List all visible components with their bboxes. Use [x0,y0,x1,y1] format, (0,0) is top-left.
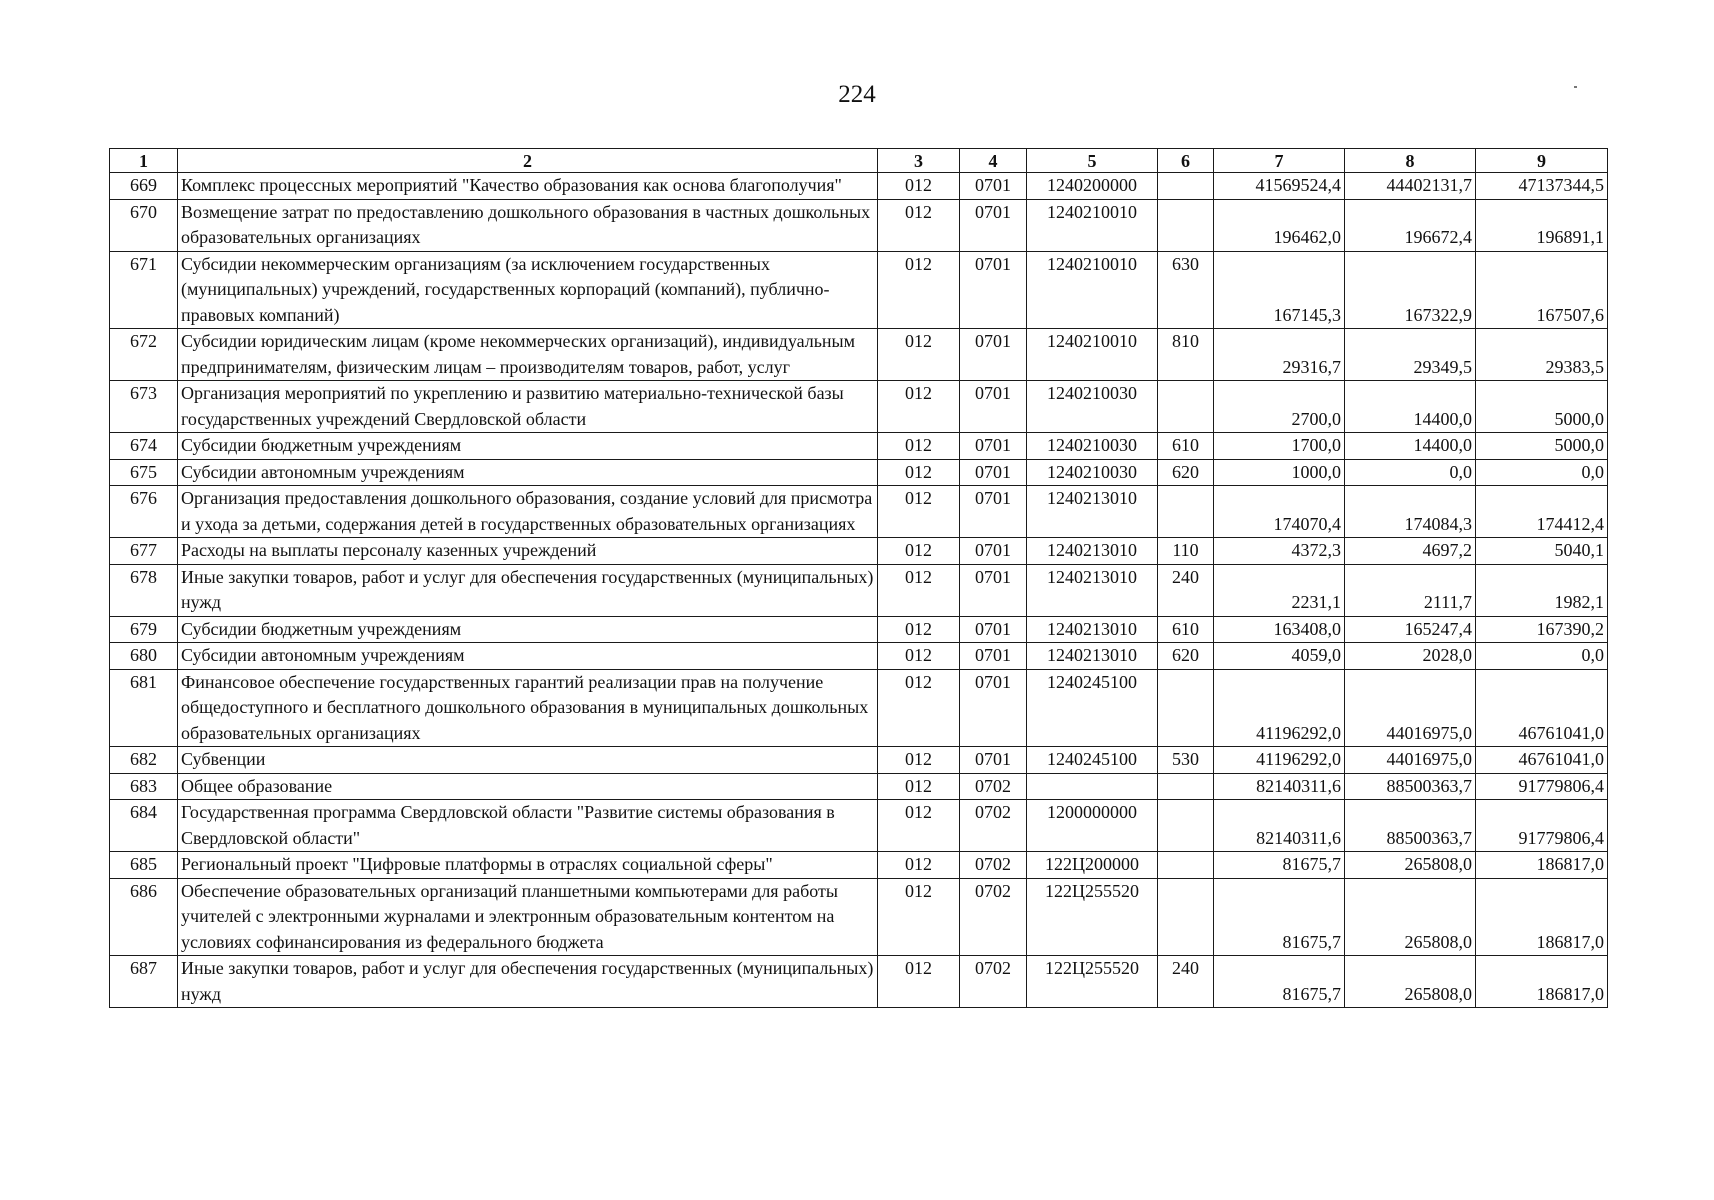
ministry-code: 012 [878,538,960,565]
amount-year-1: 29316,7 [1214,329,1345,381]
row-description: Возмещение затрат по предоставлению дошкольного образования в частных дошкольных образовательных организациях [178,199,878,251]
amount-year-3: 196891,1 [1476,199,1608,251]
amount-year-3: 5000,0 [1476,381,1608,433]
target-article-code: 1240210010 [1027,251,1158,329]
amount-year-2: 44402131,7 [1345,173,1476,200]
section-code: 0702 [960,800,1027,852]
amount-year-2: 14400,0 [1345,381,1476,433]
target-article-code: 1240213010 [1027,616,1158,643]
row-number: 685 [110,852,178,879]
amount-year-1: 81675,7 [1214,956,1345,1008]
target-article-code: 1240213010 [1027,538,1158,565]
amount-year-1: 167145,3 [1214,251,1345,329]
amount-year-2: 167322,9 [1345,251,1476,329]
row-number: 686 [110,878,178,956]
expense-type-code [1158,486,1214,538]
ministry-code: 012 [878,199,960,251]
amount-year-1: 1000,0 [1214,459,1345,486]
scan-speck [1574,86,1577,88]
row-number: 687 [110,956,178,1008]
expense-type-code [1158,381,1214,433]
section-code: 0701 [960,616,1027,643]
amount-year-1: 41196292,0 [1214,747,1345,774]
row-number: 682 [110,747,178,774]
amount-year-3: 186817,0 [1476,852,1608,879]
ministry-code: 012 [878,616,960,643]
target-article-code: 1240245100 [1027,669,1158,747]
target-article-code: 122Ц255520 [1027,878,1158,956]
row-description: Государственная программа Свердловской области "Развитие системы образования в Свердловской области" [178,800,878,852]
column-header: 6 [1158,149,1214,173]
expense-type-code [1158,878,1214,956]
table-row [110,669,1608,747]
row-number: 674 [110,433,178,460]
table-row [110,199,1608,251]
table-row [110,852,1608,879]
amount-year-3: 29383,5 [1476,329,1608,381]
table-row [110,251,1608,329]
ministry-code: 012 [878,433,960,460]
ministry-code: 012 [878,486,960,538]
row-number: 679 [110,616,178,643]
expense-type-code [1158,773,1214,800]
ministry-code: 012 [878,878,960,956]
row-description: Финансовое обеспечение государственных гарантий реализации прав на получение общедоступного и бесплатного дошкольного образования в муниципальных дошкольных образовательных организациях [178,669,878,747]
row-number: 680 [110,643,178,670]
amount-year-1: 2231,1 [1214,564,1345,616]
amount-year-1: 174070,4 [1214,486,1345,538]
ministry-code: 012 [878,381,960,433]
amount-year-2: 29349,5 [1345,329,1476,381]
column-header: 3 [878,149,960,173]
expense-type-code: 620 [1158,459,1214,486]
section-code: 0701 [960,538,1027,565]
amount-year-2: 2111,7 [1345,564,1476,616]
expense-type-code: 810 [1158,329,1214,381]
amount-year-1: 163408,0 [1214,616,1345,643]
budget-table [109,148,1608,1008]
header-row [110,149,1608,173]
section-code: 0701 [960,669,1027,747]
section-code: 0701 [960,747,1027,774]
ministry-code: 012 [878,747,960,774]
row-description: Региональный проект "Цифровые платформы в отраслях социальной сферы" [178,852,878,879]
target-article-code: 1240210010 [1027,329,1158,381]
row-description: Субсидии автономным учреждениям [178,459,878,486]
section-code: 0701 [960,251,1027,329]
expense-type-code: 630 [1158,251,1214,329]
column-header: 2 [178,149,878,173]
column-header: 5 [1027,149,1158,173]
row-description: Субсидии некоммерческим организациям (за исключением государственных (муниципальных) учреждений, государственных корпораций (компаний), публично-правовых компаний) [178,251,878,329]
section-code: 0701 [960,433,1027,460]
row-description: Иные закупки товаров, работ и услуг для обеспечения государственных (муниципальных) нужд [178,564,878,616]
amount-year-1: 81675,7 [1214,852,1345,879]
amount-year-1: 41569524,4 [1214,173,1345,200]
row-description: Субсидии автономным учреждениям [178,643,878,670]
row-number: 672 [110,329,178,381]
table-row [110,173,1608,200]
amount-year-3: 1982,1 [1476,564,1608,616]
expense-type-code [1158,199,1214,251]
row-description: Иные закупки товаров, работ и услуг для обеспечения государственных (муниципальных) нужд [178,956,878,1008]
amount-year-1: 4059,0 [1214,643,1345,670]
target-article-code: 1240213010 [1027,564,1158,616]
table-row [110,643,1608,670]
section-code: 0701 [960,564,1027,616]
section-code: 0701 [960,329,1027,381]
target-article-code: 1240210030 [1027,433,1158,460]
column-header: 1 [110,149,178,173]
row-description: Обеспечение образовательных организаций планшетными компьютерами для работы учителей с электронными журналами и электронным образовательным контентом на условиях софинансирования из федерального бюджета [178,878,878,956]
ministry-code: 012 [878,773,960,800]
target-article-code [1027,773,1158,800]
row-number: 673 [110,381,178,433]
row-number: 677 [110,538,178,565]
ministry-code: 012 [878,800,960,852]
row-number: 678 [110,564,178,616]
amount-year-1: 82140311,6 [1214,800,1345,852]
row-description: Субсидии юридическим лицам (кроме некоммерческих организаций), индивидуальным предпринимателям, физическим лицам – производителям товаров, работ, услуг [178,329,878,381]
amount-year-3: 174412,4 [1476,486,1608,538]
amount-year-2: 14400,0 [1345,433,1476,460]
amount-year-3: 167390,2 [1476,616,1608,643]
amount-year-3: 0,0 [1476,459,1608,486]
table-row [110,329,1608,381]
column-header: 8 [1345,149,1476,173]
row-description: Организация предоставления дошкольного образования, создание условий для присмотра и ухода за детьми, содержания детей в государственных образовательных организациях [178,486,878,538]
row-description: Организация мероприятий по укреплению и развитию материально-технической базы государственных учреждений Свердловской области [178,381,878,433]
amount-year-2: 265808,0 [1345,956,1476,1008]
row-number: 683 [110,773,178,800]
amount-year-3: 5000,0 [1476,433,1608,460]
row-description: Субсидии бюджетным учреждениям [178,616,878,643]
expense-type-code: 110 [1158,538,1214,565]
target-article-code: 122Ц255520 [1027,956,1158,1008]
amount-year-2: 0,0 [1345,459,1476,486]
ministry-code: 012 [878,643,960,670]
target-article-code: 1240213010 [1027,486,1158,538]
amount-year-2: 165247,4 [1345,616,1476,643]
target-article-code: 1240210030 [1027,381,1158,433]
row-number: 684 [110,800,178,852]
amount-year-3: 0,0 [1476,643,1608,670]
target-article-code: 1240210010 [1027,199,1158,251]
amount-year-3: 186817,0 [1476,956,1608,1008]
amount-year-1: 81675,7 [1214,878,1345,956]
section-code: 0701 [960,486,1027,538]
expense-type-code [1158,852,1214,879]
ministry-code: 012 [878,459,960,486]
table-row [110,433,1608,460]
row-description: Общее образование [178,773,878,800]
amount-year-2: 44016975,0 [1345,669,1476,747]
ministry-code: 012 [878,329,960,381]
row-number: 671 [110,251,178,329]
target-article-code: 1240245100 [1027,747,1158,774]
amount-year-2: 174084,3 [1345,486,1476,538]
row-number: 675 [110,459,178,486]
expense-type-code: 610 [1158,433,1214,460]
amount-year-1: 1700,0 [1214,433,1345,460]
section-code: 0701 [960,199,1027,251]
amount-year-3: 46761041,0 [1476,669,1608,747]
section-code: 0702 [960,773,1027,800]
row-description: Субсидии бюджетным учреждениям [178,433,878,460]
row-description: Комплекс процессных мероприятий "Качество образования как основа благополучия" [178,173,878,200]
expense-type-code [1158,800,1214,852]
expense-type-code: 240 [1158,564,1214,616]
ministry-code: 012 [878,173,960,200]
amount-year-1: 4372,3 [1214,538,1345,565]
column-header: 7 [1214,149,1345,173]
amount-year-1: 196462,0 [1214,199,1345,251]
expense-type-code: 240 [1158,956,1214,1008]
target-article-code: 122Ц200000 [1027,852,1158,879]
row-number: 669 [110,173,178,200]
ministry-code: 012 [878,852,960,879]
section-code: 0701 [960,459,1027,486]
amount-year-3: 46761041,0 [1476,747,1608,774]
column-header: 4 [960,149,1027,173]
table-row [110,747,1608,774]
target-article-code: 1240210030 [1027,459,1158,486]
section-code: 0701 [960,173,1027,200]
amount-year-2: 44016975,0 [1345,747,1476,774]
amount-year-2: 265808,0 [1345,878,1476,956]
section-code: 0702 [960,852,1027,879]
ministry-code: 012 [878,956,960,1008]
target-article-code: 1240213010 [1027,643,1158,670]
amount-year-3: 5040,1 [1476,538,1608,565]
amount-year-2: 265808,0 [1345,852,1476,879]
row-description: Расходы на выплаты персоналу казенных учреждений [178,538,878,565]
section-code: 0702 [960,878,1027,956]
row-description: Субвенции [178,747,878,774]
amount-year-3: 91779806,4 [1476,773,1608,800]
amount-year-2: 88500363,7 [1345,773,1476,800]
expense-type-code: 530 [1158,747,1214,774]
table-row [110,381,1608,433]
amount-year-2: 4697,2 [1345,538,1476,565]
section-code: 0701 [960,381,1027,433]
target-article-code: 1200000000 [1027,800,1158,852]
ministry-code: 012 [878,251,960,329]
expense-type-code [1158,173,1214,200]
column-header: 9 [1476,149,1608,173]
table-row [110,878,1608,956]
row-number: 670 [110,199,178,251]
amount-year-1: 2700,0 [1214,381,1345,433]
table-row [110,800,1608,852]
target-article-code: 1240200000 [1027,173,1158,200]
amount-year-1: 41196292,0 [1214,669,1345,747]
expense-type-code: 610 [1158,616,1214,643]
table-row [110,616,1608,643]
amount-year-2: 2028,0 [1345,643,1476,670]
page-number: 224 [838,81,876,108]
amount-year-1: 82140311,6 [1214,773,1345,800]
ministry-code: 012 [878,669,960,747]
expense-type-code: 620 [1158,643,1214,670]
amount-year-3: 167507,6 [1476,251,1608,329]
row-number: 676 [110,486,178,538]
table-row [110,538,1608,565]
amount-year-3: 91779806,4 [1476,800,1608,852]
table-row [110,564,1608,616]
table-row [110,773,1608,800]
amount-year-3: 186817,0 [1476,878,1608,956]
table-row [110,956,1608,1008]
expense-type-code [1158,669,1214,747]
ministry-code: 012 [878,564,960,616]
table-row [110,486,1608,538]
amount-year-3: 47137344,5 [1476,173,1608,200]
section-code: 0702 [960,956,1027,1008]
section-code: 0701 [960,643,1027,670]
row-number: 681 [110,669,178,747]
amount-year-2: 196672,4 [1345,199,1476,251]
amount-year-2: 88500363,7 [1345,800,1476,852]
table-row [110,459,1608,486]
